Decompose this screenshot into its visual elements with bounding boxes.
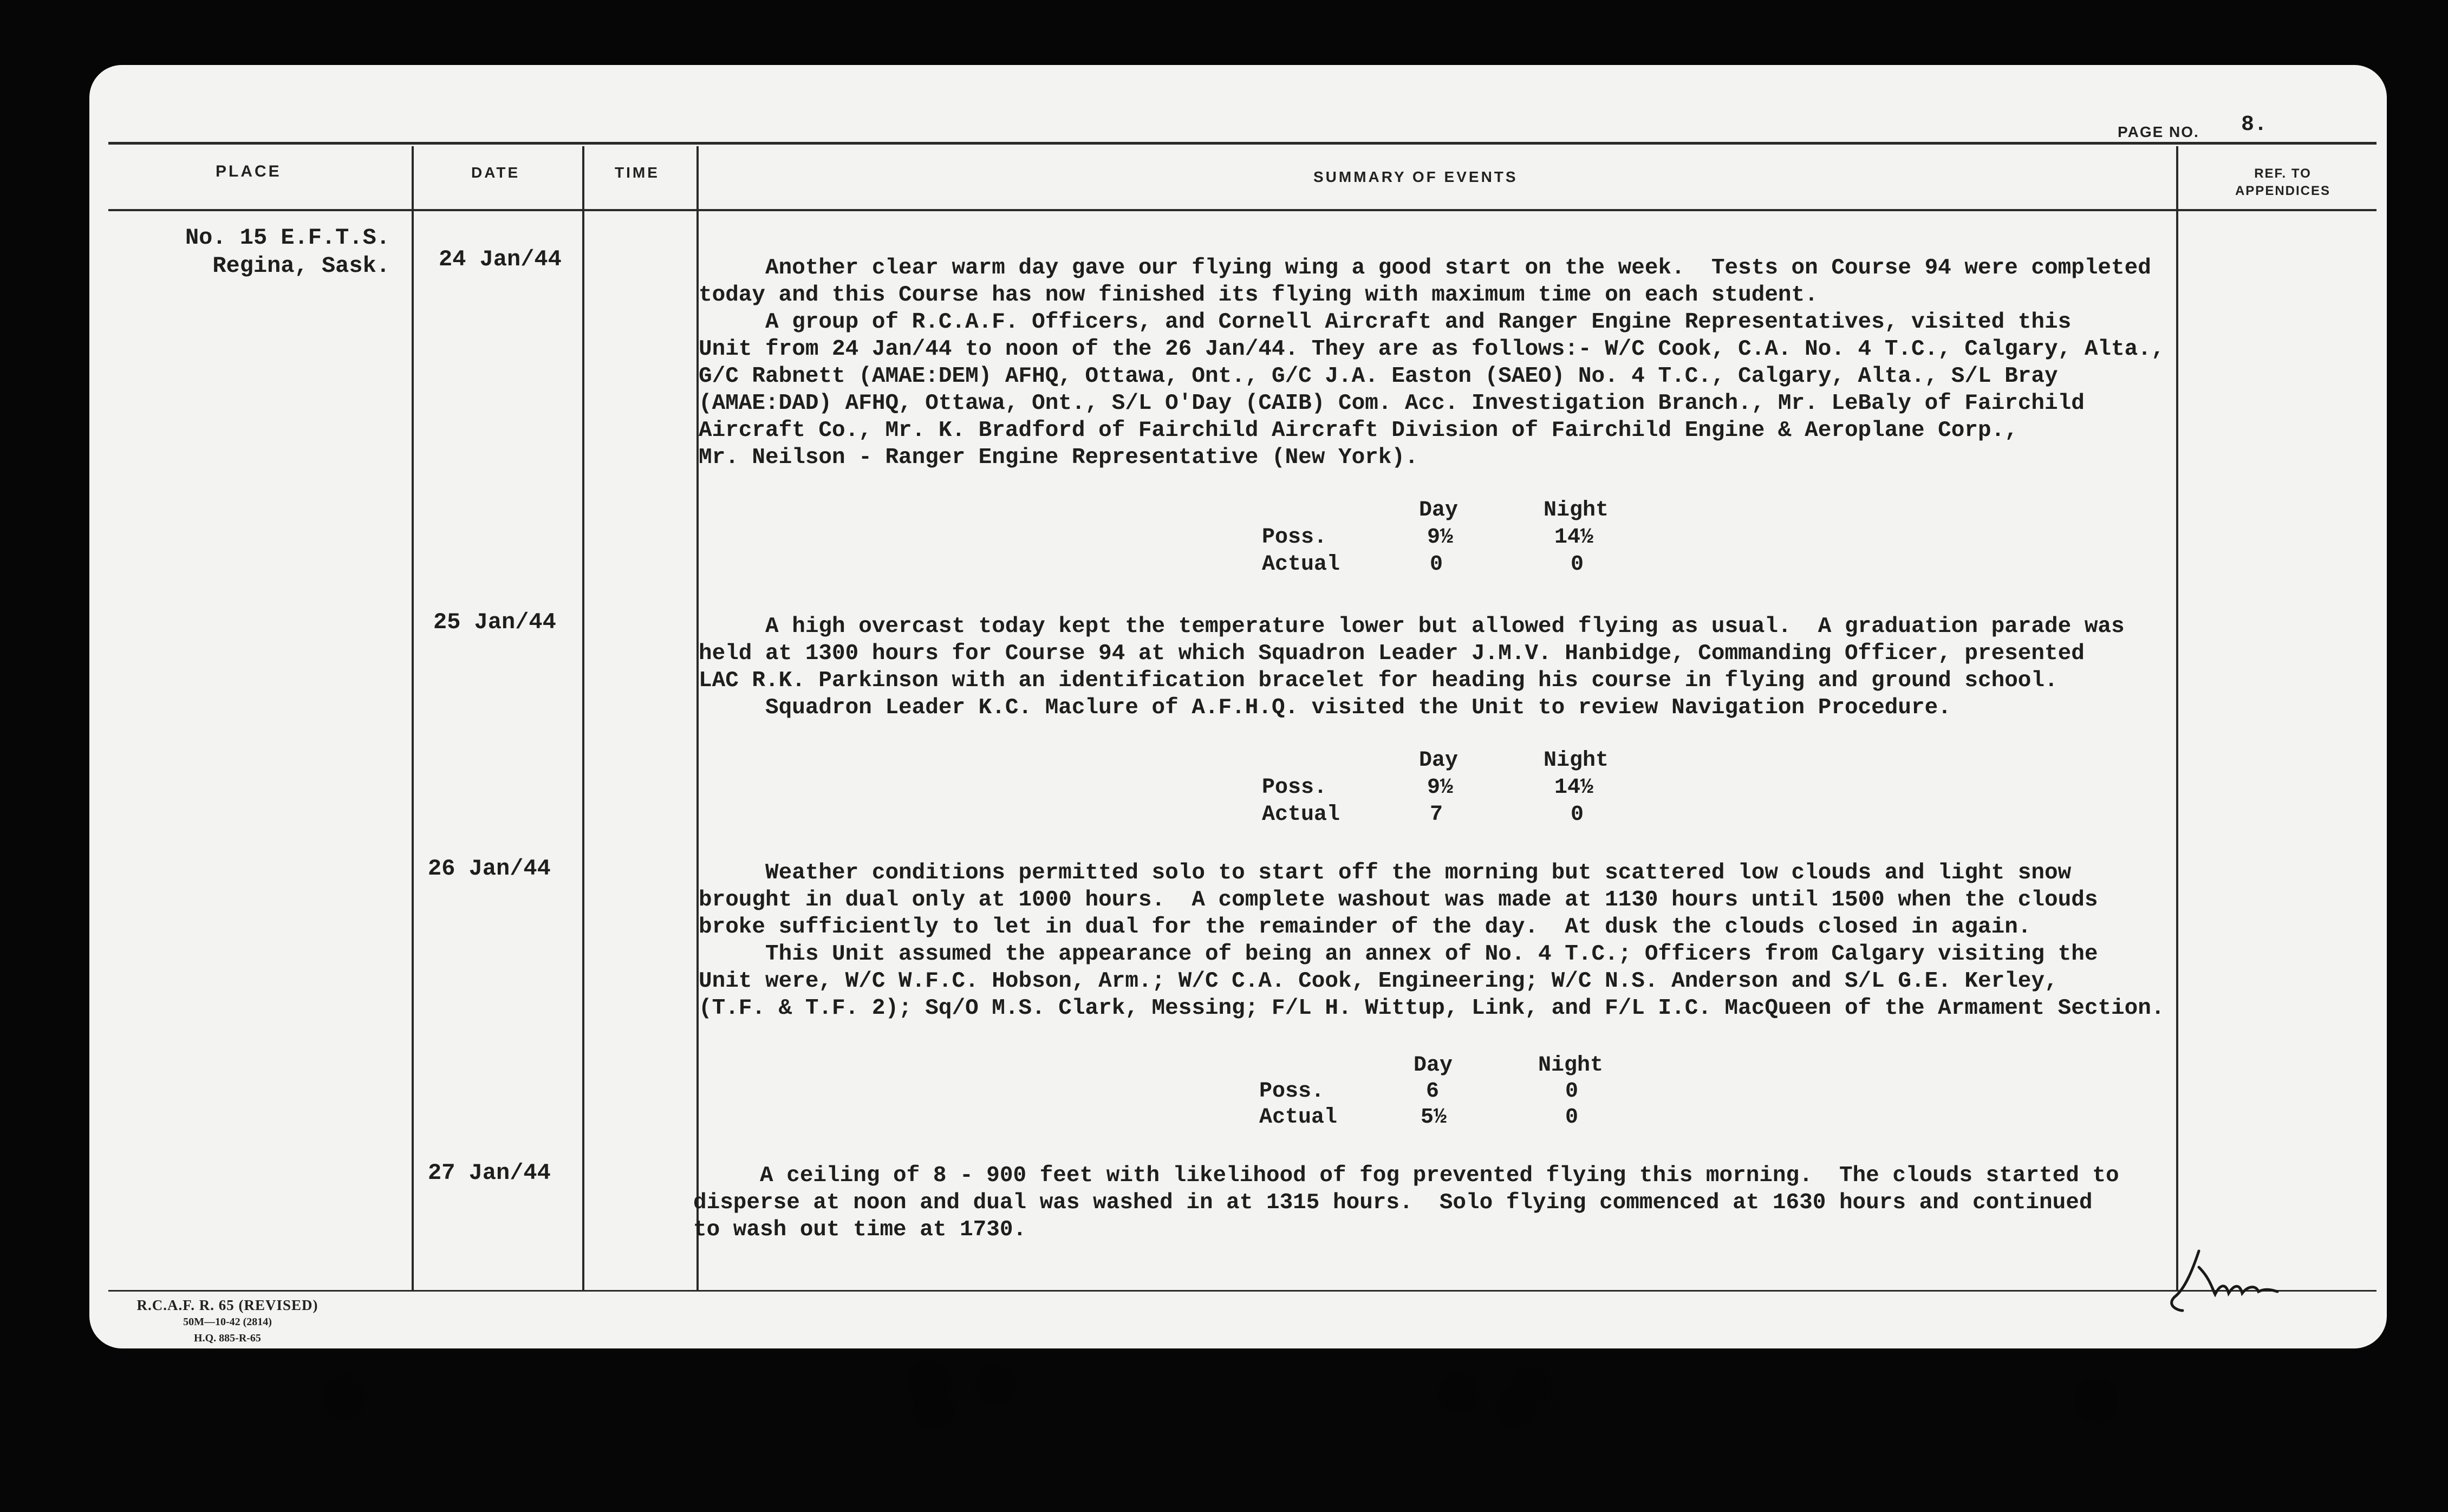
entry-text: Another clear warm day gave our flying wing a good start on the week. Tests on Course 94 were completed today and this Course has now finished its flying with maximum time on each student. A group of R.C.A.F. Officers, and Cornell Aircraft and Ranger Engine Representatives, visited this Unit from 24 Jan/44 to noon of the 26 Jan/44. They are as follows:- W/C Cook, C.A. No. 4 T.C., Calgary, Alta., G/C Rabnett (AMAE:DEM) AFHQ, Ottawa, Ont., G/C J.A. Easton (SAEO) No. 4 T.C., Calgary, Alta., S/L Bray (AMAE:DAD) AFHQ, Ottawa, Ont., S/L O'Day (CAIB) Com. Acc. Investigation Branch., Mr. LeBaly of Fairchild Aircraft Co., Mr. K. Bradford of Fairchild Aircraft Division of Fairchild Engine & Aeroplane Corp., Mr. Neilson - Ranger Engine Representative (New York). xyxy=(699,256,2165,470)
actual-day-value: 5½ xyxy=(1421,1105,1447,1130)
entry-text: A ceiling of 8 - 900 feet with likelihood of fog prevented flying this morning. The clouds started to disperse at noon and dual was washed in at 1315 hours. Solo flying commenced at 1630 hours and continued to wash out time at 1730. xyxy=(693,1163,2119,1242)
entry-text: A high overcast today kept the temperature lower but allowed flying as usual. A graduation parade was held at 1300 hours for Course 94 at which Squadron Leader J.M.V. Hanbidge, Commanding Officer, presented LAC R.K. Parkinson with an identification bracelet for heading his course in flying and ground school. Squadron Leader K.C. Maclure of A.F.H.Q. visited the Unit to review Navigation Procedure. xyxy=(699,614,2125,720)
place-location: Regina, Sask. xyxy=(212,253,390,279)
row-label-poss: Poss. xyxy=(1262,525,1327,550)
form-number: R.C.A.F. R. 65 (REVISED) xyxy=(136,1297,318,1313)
divider-summary-ref xyxy=(2176,146,2178,1290)
table-header-night: Night xyxy=(1544,748,1609,773)
page-number: 8. xyxy=(2241,113,2268,137)
column-header-date: DATE xyxy=(471,164,520,181)
entry-date: 24 Jan/44 xyxy=(439,246,562,272)
place-unit: No. 15 E.F.T.S. xyxy=(185,225,390,251)
punch-hole xyxy=(2074,1378,2119,1423)
poss-day-value: 9½ xyxy=(1427,525,1454,550)
row-label-poss: Poss. xyxy=(1259,1079,1325,1104)
row-label-poss: Poss. xyxy=(1262,775,1327,800)
form-print-code: 50M—10-42 (2814) xyxy=(183,1316,272,1328)
header-top-rule xyxy=(108,142,2377,145)
table-header-day: Day xyxy=(1414,1053,1453,1078)
poss-day-value: 9½ xyxy=(1427,775,1454,800)
punch-hole xyxy=(975,1365,1016,1406)
poss-night-value: 14½ xyxy=(1554,525,1594,550)
actual-day-value: 0 xyxy=(1430,552,1443,577)
page-number-label: PAGE NO. xyxy=(2118,123,2199,140)
poss-day-value: 6 xyxy=(1426,1079,1440,1104)
divider-date-time xyxy=(582,146,584,1290)
row-label-actual: Actual xyxy=(1262,552,1340,577)
poss-night-value: 14½ xyxy=(1554,775,1594,800)
actual-night-value: 0 xyxy=(1571,803,1584,827)
header-bottom-rule xyxy=(108,209,2377,211)
entry-date: 25 Jan/44 xyxy=(433,609,556,635)
column-header-summary: SUMMARY OF EVENTS xyxy=(1313,168,1518,185)
punch-hole xyxy=(1438,1373,1479,1414)
punch-hole xyxy=(1511,1367,1552,1409)
entry-text: Weather conditions permitted solo to start off the morning but scattered low clouds and light snow brought in dual only at 1000 hours. A complete washout was made at 1130 hours until 1500 when the clouds broke sufficiently to let in dual for the remainder of the day. At dusk the clouds closed in again. This Unit assumed the appearance of being an annex of No. 4 T.C.; Officers from Calgary visiting the Unit were, W/C W.F.C. Hobson, Arm.; W/C C.A. Cook, Engineering; W/C N.S. Anderson and S/L G.E. Kerley, (T.F. & T.F. 2); Sq/O M.S. Clark, Messing; F/L H. Wittup, Link, and F/L I.C. MacQueen of the Armament Section. xyxy=(699,861,2165,1021)
table-header-night: Night xyxy=(1538,1053,1604,1078)
punch-hole xyxy=(323,1374,367,1419)
actual-day-value: 7 xyxy=(1430,803,1443,827)
row-label-actual: Actual xyxy=(1262,803,1340,827)
table-header-night: Night xyxy=(1544,498,1609,523)
table-header-day: Day xyxy=(1419,748,1459,773)
form-hq-code: H.Q. 885-R-65 xyxy=(194,1332,261,1344)
punch-hole xyxy=(913,1389,954,1430)
table-header-day: Day xyxy=(1419,498,1459,523)
row-label-actual: Actual xyxy=(1259,1105,1338,1130)
signature-initials xyxy=(2161,1246,2302,1316)
column-header-place: PLACE xyxy=(216,162,282,180)
column-header-ref: REF. TO APPENDICES xyxy=(2235,166,2331,198)
column-header-time: TIME xyxy=(615,164,660,181)
actual-night-value: 0 xyxy=(1571,552,1584,577)
poss-night-value: 0 xyxy=(1565,1079,1579,1104)
entry-date: 26 Jan/44 xyxy=(428,856,551,882)
entry-date: 27 Jan/44 xyxy=(428,1160,551,1186)
divider-place-date xyxy=(412,146,414,1290)
footer-rule xyxy=(108,1290,2377,1292)
actual-night-value: 0 xyxy=(1565,1105,1579,1130)
